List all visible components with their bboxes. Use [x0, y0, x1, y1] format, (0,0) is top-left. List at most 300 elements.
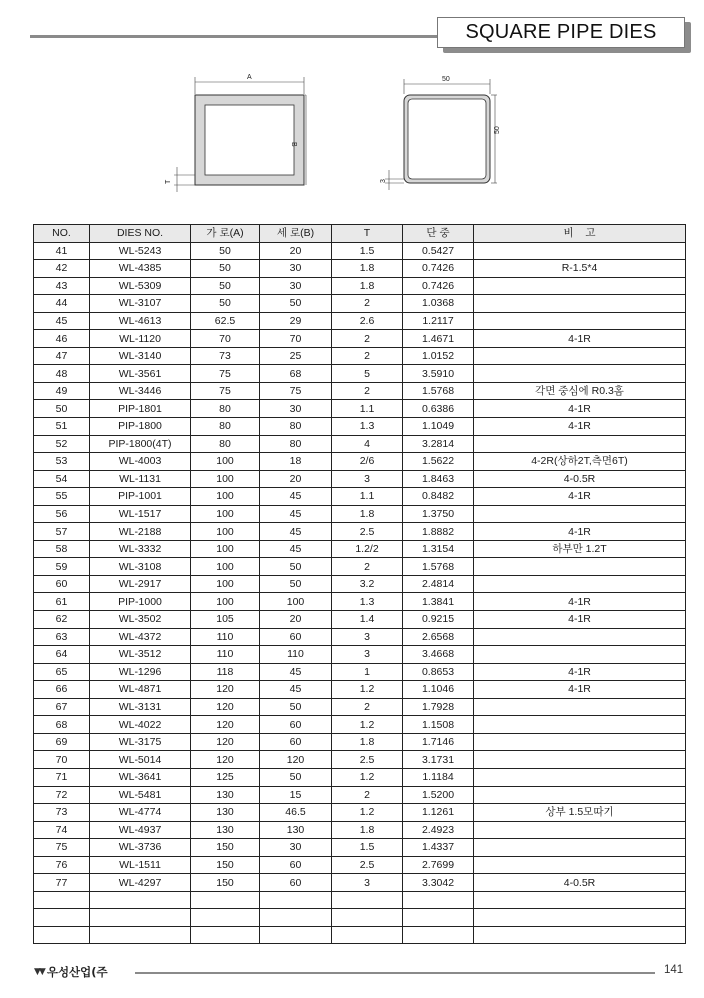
cell-remarks — [474, 733, 686, 751]
cell-height: 30 — [260, 260, 332, 278]
width-label: A — [247, 74, 252, 81]
cell-no: 61 — [34, 593, 90, 611]
cell-no: 63 — [34, 628, 90, 646]
cell-unit-weight: 1.3154 — [403, 540, 474, 558]
cell-width: 50 — [191, 295, 260, 313]
cell-dies-no: WL-3107 — [90, 295, 191, 313]
cell-thickness: 5 — [332, 365, 403, 383]
cell-thickness: 1.5 — [332, 839, 403, 857]
cell-remarks: 각면 중심에 R0.3홈 — [474, 382, 686, 400]
cell-no: 64 — [34, 646, 90, 664]
cell-thickness: 2.5 — [332, 856, 403, 874]
cell-remarks: 4-1R — [474, 400, 686, 418]
cell-width: 130 — [191, 821, 260, 839]
cell-width: 150 — [191, 874, 260, 892]
cell-height: 20 — [260, 470, 332, 488]
cell-dies-no: PIP-1800 — [90, 418, 191, 436]
table-row — [34, 260, 686, 278]
cell-remarks — [474, 628, 686, 646]
table-row — [34, 505, 686, 523]
cell-height: 50 — [260, 558, 332, 576]
cell-unit-weight: 2.4814 — [403, 575, 474, 593]
cell-thickness: 2 — [332, 330, 403, 348]
cell-height: 75 — [260, 382, 332, 400]
cell-thickness: 1.2 — [332, 804, 403, 822]
cell-dies-no: WL-5243 — [90, 242, 191, 260]
cell-remarks: 4-1R — [474, 488, 686, 506]
cell-no: 48 — [34, 365, 90, 383]
cell-width: 80 — [191, 435, 260, 453]
table-row — [34, 681, 686, 699]
cell-width: 62.5 — [191, 312, 260, 330]
outer-square-shape — [195, 95, 304, 185]
cell-remarks — [474, 505, 686, 523]
logo-mark-icon: ▼▼ — [34, 967, 44, 977]
cell-no: 71 — [34, 768, 90, 786]
footer-rule — [135, 972, 655, 974]
cell-height: 45 — [260, 488, 332, 506]
cell-thickness: 2/6 — [332, 453, 403, 471]
cell-no: 54 — [34, 470, 90, 488]
cell-height: 60 — [260, 856, 332, 874]
cell-thickness: 1 — [332, 663, 403, 681]
col-header-width: 가 로(A) — [191, 225, 260, 243]
cell-empty — [34, 926, 90, 944]
cell-width: 125 — [191, 768, 260, 786]
cell-width: 100 — [191, 505, 260, 523]
cell-height: 45 — [260, 681, 332, 699]
cell-remarks: 4-1R — [474, 330, 686, 348]
cell-remarks: 상부 1.5모따기 — [474, 804, 686, 822]
cell-dies-no: WL-4871 — [90, 681, 191, 699]
cell-unit-weight: 1.5768 — [403, 382, 474, 400]
cell-height: 30 — [260, 400, 332, 418]
cell-height: 15 — [260, 786, 332, 804]
cell-width: 50 — [191, 242, 260, 260]
cell-dies-no: WL-1517 — [90, 505, 191, 523]
cell-thickness: 3 — [332, 874, 403, 892]
table-row — [34, 856, 686, 874]
table-row — [34, 698, 686, 716]
cell-thickness: 1.1 — [332, 400, 403, 418]
table-header-row — [34, 225, 686, 243]
cell-dies-no: WL-4022 — [90, 716, 191, 734]
cell-width: 100 — [191, 540, 260, 558]
cell-no: 65 — [34, 663, 90, 681]
table-row — [34, 611, 686, 629]
cell-dies-no: WL-2188 — [90, 523, 191, 541]
table-row — [34, 804, 686, 822]
table-row — [34, 435, 686, 453]
cell-no: 68 — [34, 716, 90, 734]
cell-remarks: 4-1R — [474, 418, 686, 436]
cell-height: 68 — [260, 365, 332, 383]
cell-height: 60 — [260, 628, 332, 646]
cell-dies-no: WL-4297 — [90, 874, 191, 892]
cell-dies-no: WL-4372 — [90, 628, 191, 646]
cell-remarks: 4-0.5R — [474, 874, 686, 892]
cell-dies-no: WL-5014 — [90, 751, 191, 769]
cell-unit-weight: 0.8482 — [403, 488, 474, 506]
cell-remarks — [474, 312, 686, 330]
cell-thickness: 1.8 — [332, 733, 403, 751]
table-row — [34, 628, 686, 646]
cell-dies-no: PIP-1801 — [90, 400, 191, 418]
cell-width: 130 — [191, 786, 260, 804]
cell-remarks — [474, 786, 686, 804]
cell-remarks — [474, 716, 686, 734]
cell-no: 73 — [34, 804, 90, 822]
table-row — [34, 453, 686, 471]
cell-height: 130 — [260, 821, 332, 839]
cell-empty — [260, 909, 332, 927]
cell-empty — [191, 891, 260, 909]
cell-width: 75 — [191, 382, 260, 400]
cell-remarks: 4-2R(상하2T,측면6T) — [474, 453, 686, 471]
cell-dies-no: WL-3108 — [90, 558, 191, 576]
cell-thickness: 1.3 — [332, 593, 403, 611]
cell-unit-weight: 0.7426 — [403, 277, 474, 295]
cell-no: 50 — [34, 400, 90, 418]
cell-width: 105 — [191, 611, 260, 629]
cell-width: 80 — [191, 400, 260, 418]
height-dimension — [305, 95, 306, 185]
cell-width: 120 — [191, 698, 260, 716]
cell-unit-weight: 1.5200 — [403, 786, 474, 804]
cell-height: 120 — [260, 751, 332, 769]
cell-unit-weight: 1.1049 — [403, 418, 474, 436]
table-row — [34, 418, 686, 436]
cell-unit-weight: 1.2117 — [403, 312, 474, 330]
cell-dies-no: WL-3512 — [90, 646, 191, 664]
cell-unit-weight: 1.3841 — [403, 593, 474, 611]
cell-unit-weight: 0.8653 — [403, 663, 474, 681]
cell-height: 80 — [260, 435, 332, 453]
cell-thickness: 4 — [332, 435, 403, 453]
example-thickness-label: 3 — [380, 179, 387, 183]
cell-no: 52 — [34, 435, 90, 453]
cell-no: 70 — [34, 751, 90, 769]
cell-remarks: 4-0.5R — [474, 470, 686, 488]
cell-no: 49 — [34, 382, 90, 400]
cell-empty — [191, 926, 260, 944]
cell-empty — [90, 891, 191, 909]
cell-remarks: 하부만 1.2T — [474, 540, 686, 558]
cell-dies-no: PIP-1000 — [90, 593, 191, 611]
cell-remarks: R-1.5*4 — [474, 260, 686, 278]
cell-empty — [90, 909, 191, 927]
cell-dies-no: WL-4937 — [90, 821, 191, 839]
cell-unit-weight: 1.1184 — [403, 768, 474, 786]
table-row — [34, 523, 686, 541]
cell-height: 30 — [260, 277, 332, 295]
cell-dies-no: WL-3446 — [90, 382, 191, 400]
cell-width: 100 — [191, 470, 260, 488]
cell-no: 69 — [34, 733, 90, 751]
table-row — [34, 751, 686, 769]
cell-remarks — [474, 277, 686, 295]
cell-dies-no: WL-1296 — [90, 663, 191, 681]
cell-unit-weight: 1.5622 — [403, 453, 474, 471]
cell-width: 73 — [191, 347, 260, 365]
cell-no: 56 — [34, 505, 90, 523]
cell-thickness: 2 — [332, 698, 403, 716]
cell-width: 120 — [191, 733, 260, 751]
cell-thickness: 3.2 — [332, 575, 403, 593]
cell-unit-weight: 3.3042 — [403, 874, 474, 892]
example-width-label: 50 — [442, 76, 450, 83]
cell-unit-weight: 1.3750 — [403, 505, 474, 523]
cell-width: 100 — [191, 453, 260, 471]
cell-width: 100 — [191, 593, 260, 611]
cell-remarks — [474, 242, 686, 260]
cell-dies-no: WL-4385 — [90, 260, 191, 278]
cell-empty — [403, 891, 474, 909]
table-row — [34, 347, 686, 365]
cell-no: 66 — [34, 681, 90, 699]
table-row — [34, 312, 686, 330]
cell-thickness: 2.5 — [332, 751, 403, 769]
col-header-no: NO. — [34, 225, 90, 243]
cell-no: 76 — [34, 856, 90, 874]
cell-no: 72 — [34, 786, 90, 804]
cell-empty — [474, 909, 686, 927]
table-row — [34, 663, 686, 681]
cell-no: 51 — [34, 418, 90, 436]
cell-height: 45 — [260, 540, 332, 558]
cell-no: 60 — [34, 575, 90, 593]
cell-no: 45 — [34, 312, 90, 330]
cell-thickness: 2.6 — [332, 312, 403, 330]
cell-height: 70 — [260, 330, 332, 348]
cell-empty — [474, 926, 686, 944]
cell-empty — [34, 909, 90, 927]
cell-dies-no: WL-5309 — [90, 277, 191, 295]
table-row — [34, 839, 686, 857]
table-row — [34, 400, 686, 418]
cell-height: 20 — [260, 242, 332, 260]
table-row — [34, 733, 686, 751]
cell-unit-weight: 3.1731 — [403, 751, 474, 769]
cell-no: 41 — [34, 242, 90, 260]
cell-empty — [260, 891, 332, 909]
cell-unit-weight: 1.5768 — [403, 558, 474, 576]
cell-thickness: 2 — [332, 295, 403, 313]
table-row — [34, 593, 686, 611]
table-row — [34, 277, 686, 295]
cell-unit-weight: 2.4923 — [403, 821, 474, 839]
table-row-empty — [34, 926, 686, 944]
cell-width: 100 — [191, 523, 260, 541]
cell-height: 18 — [260, 453, 332, 471]
cell-remarks: 4-1R — [474, 611, 686, 629]
cell-height: 60 — [260, 733, 332, 751]
table-row-empty — [34, 909, 686, 927]
table-row — [34, 558, 686, 576]
cell-no: 44 — [34, 295, 90, 313]
thickness-dimension — [174, 167, 195, 192]
cell-unit-weight: 1.4671 — [403, 330, 474, 348]
header-rule — [30, 35, 450, 38]
cell-dies-no: WL-4613 — [90, 312, 191, 330]
cell-no: 46 — [34, 330, 90, 348]
cell-dies-no: WL-1131 — [90, 470, 191, 488]
cell-thickness: 1.5 — [332, 242, 403, 260]
cell-unit-weight: 3.2814 — [403, 435, 474, 453]
thickness-label: T — [165, 179, 172, 184]
cell-empty — [403, 909, 474, 927]
cell-no: 62 — [34, 611, 90, 629]
cell-thickness: 1.2/2 — [332, 540, 403, 558]
cell-remarks — [474, 435, 686, 453]
cell-unit-weight: 1.8463 — [403, 470, 474, 488]
col-header-height: 세 로(B) — [260, 225, 332, 243]
cell-height: 30 — [260, 839, 332, 857]
cell-unit-weight: 1.7146 — [403, 733, 474, 751]
cell-unit-weight: 0.7426 — [403, 260, 474, 278]
cell-unit-weight: 1.0152 — [403, 347, 474, 365]
cell-unit-weight: 0.6386 — [403, 400, 474, 418]
cell-remarks — [474, 646, 686, 664]
example-square-shape — [404, 95, 490, 183]
cell-height: 100 — [260, 593, 332, 611]
cell-no: 59 — [34, 558, 90, 576]
table-row — [34, 716, 686, 734]
cell-width: 100 — [191, 558, 260, 576]
cell-remarks — [474, 295, 686, 313]
cell-height: 50 — [260, 698, 332, 716]
cell-thickness: 3 — [332, 646, 403, 664]
cell-no: 57 — [34, 523, 90, 541]
cell-thickness: 1.2 — [332, 716, 403, 734]
company-logo — [34, 963, 108, 981]
cell-empty — [474, 891, 686, 909]
cell-width: 110 — [191, 628, 260, 646]
cell-no: 53 — [34, 453, 90, 471]
cell-height: 29 — [260, 312, 332, 330]
cell-dies-no: WL-3140 — [90, 347, 191, 365]
cell-width: 80 — [191, 418, 260, 436]
cell-empty — [332, 926, 403, 944]
table-body — [34, 242, 686, 944]
col-header-thickness: T — [332, 225, 403, 243]
table-row — [34, 242, 686, 260]
cell-height: 60 — [260, 716, 332, 734]
cell-remarks — [474, 558, 686, 576]
table-row — [34, 382, 686, 400]
cell-unit-weight: 1.1261 — [403, 804, 474, 822]
cell-unit-weight: 1.1508 — [403, 716, 474, 734]
cell-dies-no: PIP-1800(4T) — [90, 435, 191, 453]
cell-remarks — [474, 839, 686, 857]
cell-width: 150 — [191, 856, 260, 874]
diagram-generic — [160, 70, 310, 195]
example-height-label: 50 — [494, 126, 501, 134]
cell-width: 70 — [191, 330, 260, 348]
cell-thickness: 2 — [332, 347, 403, 365]
cell-width: 100 — [191, 488, 260, 506]
dies-table — [33, 224, 686, 944]
cell-dies-no: WL-2917 — [90, 575, 191, 593]
cell-remarks: 4-1R — [474, 663, 686, 681]
col-header-unit-weight: 단 중 — [403, 225, 474, 243]
col-header-dies-no: DIES NO. — [90, 225, 191, 243]
cell-remarks: 4-1R — [474, 681, 686, 699]
cell-height: 45 — [260, 663, 332, 681]
cell-remarks — [474, 856, 686, 874]
cell-thickness: 2 — [332, 786, 403, 804]
cell-height: 50 — [260, 295, 332, 313]
table-row — [34, 786, 686, 804]
cell-thickness: 1.2 — [332, 681, 403, 699]
cell-thickness: 1.2 — [332, 768, 403, 786]
cell-no: 74 — [34, 821, 90, 839]
cell-unit-weight: 3.4668 — [403, 646, 474, 664]
table-row — [34, 295, 686, 313]
cell-thickness: 1.8 — [332, 821, 403, 839]
cell-dies-no: WL-3641 — [90, 768, 191, 786]
table-row — [34, 488, 686, 506]
cell-remarks — [474, 821, 686, 839]
cell-no: 58 — [34, 540, 90, 558]
cell-empty — [34, 891, 90, 909]
diagram-example — [375, 70, 525, 195]
cell-width: 120 — [191, 716, 260, 734]
cell-thickness: 1.8 — [332, 260, 403, 278]
cell-unit-weight: 1.1046 — [403, 681, 474, 699]
cell-unit-weight: 1.8882 — [403, 523, 474, 541]
table-row — [34, 330, 686, 348]
example-thickness-dimension — [385, 170, 404, 190]
table-row — [34, 768, 686, 786]
cell-height: 45 — [260, 505, 332, 523]
cell-width: 50 — [191, 277, 260, 295]
cell-unit-weight: 0.9215 — [403, 611, 474, 629]
cell-unit-weight: 1.4337 — [403, 839, 474, 857]
cell-unit-weight: 1.7928 — [403, 698, 474, 716]
cell-remarks: 4-1R — [474, 593, 686, 611]
cell-height: 20 — [260, 611, 332, 629]
cell-empty — [332, 891, 403, 909]
cell-thickness: 2 — [332, 382, 403, 400]
cell-dies-no: WL-3175 — [90, 733, 191, 751]
page-title: SQUARE PIPE DIES — [437, 17, 685, 48]
cell-thickness: 2 — [332, 558, 403, 576]
cell-dies-no: WL-4774 — [90, 804, 191, 822]
cell-empty — [403, 926, 474, 944]
cell-height: 25 — [260, 347, 332, 365]
cell-height: 45 — [260, 523, 332, 541]
cell-dies-no: WL-1120 — [90, 330, 191, 348]
cell-remarks — [474, 751, 686, 769]
col-header-remarks: 비 고 — [474, 225, 686, 243]
cell-remarks — [474, 575, 686, 593]
cell-remarks — [474, 768, 686, 786]
cell-thickness: 3 — [332, 470, 403, 488]
table-row-empty — [34, 891, 686, 909]
cell-width: 100 — [191, 575, 260, 593]
table-row — [34, 874, 686, 892]
cell-width: 118 — [191, 663, 260, 681]
example-height-dimension — [491, 95, 497, 183]
cell-unit-weight: 2.6568 — [403, 628, 474, 646]
cell-height: 110 — [260, 646, 332, 664]
cell-dies-no: WL-3561 — [90, 365, 191, 383]
cell-thickness: 3 — [332, 628, 403, 646]
cell-thickness: 1.8 — [332, 277, 403, 295]
table-row — [34, 646, 686, 664]
cell-remarks: 4-1R — [474, 523, 686, 541]
